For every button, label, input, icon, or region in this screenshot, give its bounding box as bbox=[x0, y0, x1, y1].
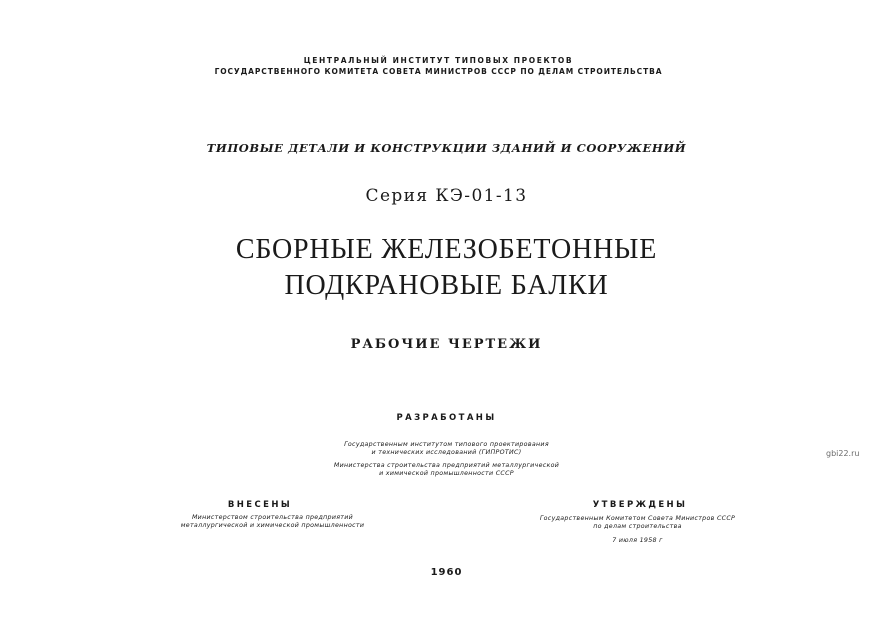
developed-line-3: Министерства строительства предприятий металлургической bbox=[333, 462, 560, 469]
category-heading: ТИПОВЫЕ ДЕТАЛИ И КОНСТРУКЦИИ ЗДАНИЙ И СООРУЖЕНИЙ bbox=[206, 141, 687, 155]
org-line-2: ГОСУДАРСТВЕННОГО КОМИТЕТА СОВЕТА МИНИСТРОВ СССР ПО ДЕЛАМ СТРОИТЕЛЬСТВА bbox=[214, 67, 663, 76]
developed-line-4: и химической промышленности СССР bbox=[379, 470, 514, 477]
series-label: Серия КЭ-01-13 bbox=[365, 186, 528, 206]
approved-date: 7 июля 1958 г bbox=[612, 537, 663, 544]
submitted-line-1: Министерством строительства предприятий bbox=[191, 514, 354, 521]
submitted-line-2: металлургической и химической промышленности bbox=[180, 522, 365, 529]
title-line-2: ПОДКРАНОВЫЕ БАЛКИ bbox=[284, 270, 609, 301]
developed-line-2: и технических исследований (ГИПРОТИС) bbox=[371, 449, 522, 456]
document-subtitle: РАБОЧИЕ ЧЕРТЕЖИ bbox=[350, 337, 543, 352]
watermark-text: gbi22.ru bbox=[826, 449, 860, 458]
approved-line-1: Государственным Комитетом Совета Министров СССР bbox=[539, 515, 736, 522]
approved-line-2: по делам строительства bbox=[593, 523, 682, 530]
publication-year: 1960 bbox=[430, 567, 463, 578]
approved-heading: УТВЕРЖДЕНЫ bbox=[592, 500, 688, 510]
title-line-1: СБОРНЫЕ ЖЕЛЕЗОБЕТОННЫЕ bbox=[235, 234, 658, 265]
org-line-1: ЦЕНТРАЛЬНЫЙ ИНСТИТУТ ТИПОВЫХ ПРОЕКТОВ bbox=[303, 56, 574, 65]
developed-heading: РАЗРАБОТАНЫ bbox=[396, 413, 497, 423]
submitted-heading: ВНЕСЕНЫ bbox=[227, 500, 293, 510]
developed-line-1: Государственным институтом типового проектирования bbox=[344, 441, 549, 448]
